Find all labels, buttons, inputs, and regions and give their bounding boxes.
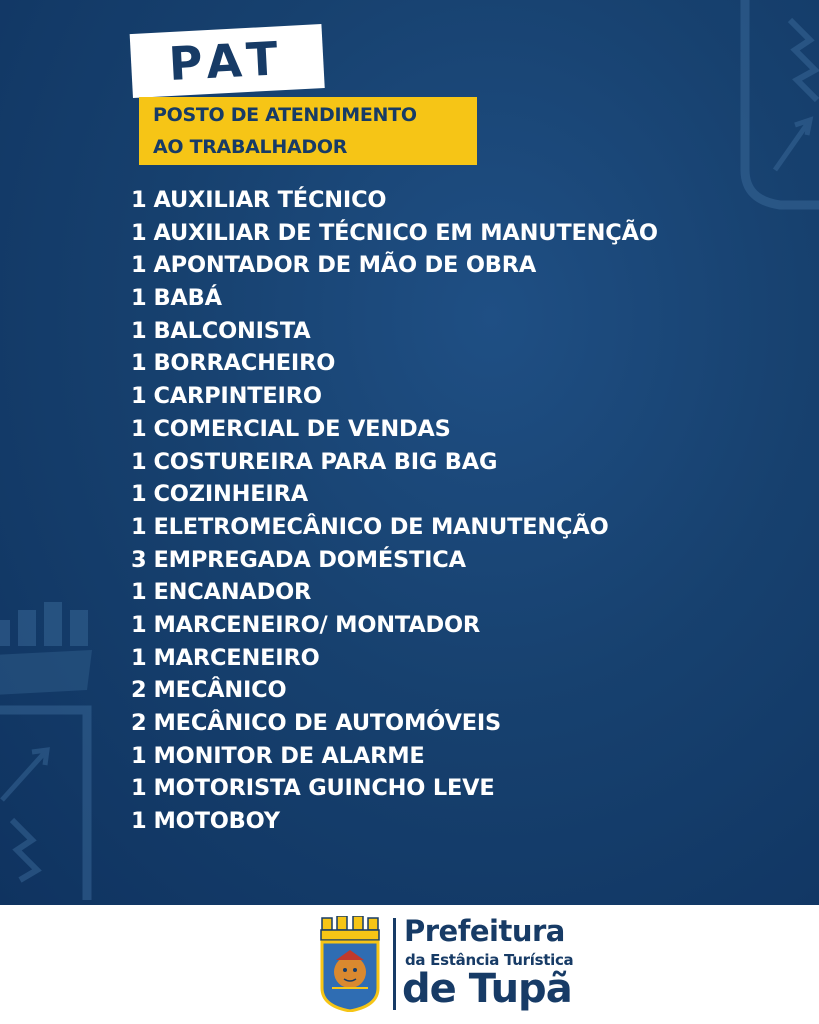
job-item [131, 772, 658, 805]
job-quantity: 1 [131, 775, 147, 802]
footer-divider [393, 918, 396, 1010]
job-item [131, 347, 658, 380]
job-title: EMPREGADA DOMÉSTICA [153, 546, 466, 573]
job-title: ELETROMECÂNICO DE MANUTENÇÃO [153, 513, 609, 540]
job-quantity: 1 [131, 415, 147, 442]
job-quantity: 2 [131, 710, 147, 736]
subtitle-line-2: AO TRABALHADOR [153, 136, 348, 158]
crest-watermark-right-icon [735, 0, 819, 215]
brand-line-prefeitura: Prefeitura [404, 914, 565, 948]
subtitle-line-1: POSTO DE ATENDIMENTO [153, 104, 417, 126]
job-item [131, 249, 658, 282]
job-item [131, 511, 658, 544]
job-quantity: 1 [131, 611, 147, 638]
job-quantity: 3 [131, 546, 147, 573]
job-title: CARPINTEIRO [153, 383, 322, 410]
pat-badge [130, 24, 325, 98]
job-item [131, 740, 658, 773]
job-title: AUXILIAR DE TÉCNICO EM MANUTENÇÃO [153, 219, 658, 246]
job-item [131, 576, 658, 609]
job-title: AUXILIAR TÉCNICO [153, 187, 387, 213]
job-item [131, 674, 658, 707]
job-quantity: 2 [131, 677, 147, 704]
job-item [131, 446, 658, 479]
job-title: BORRACHEIRO [153, 350, 336, 377]
job-quantity: 1 [131, 481, 147, 508]
job-title: APONTADOR DE MÃO DE OBRA [153, 252, 537, 279]
job-quantity: 1 [131, 513, 147, 540]
job-item [131, 642, 658, 675]
job-item [131, 544, 658, 577]
job-item [131, 282, 658, 315]
job-title: MONITOR DE ALARME [153, 742, 425, 769]
job-quantity: 1 [131, 579, 147, 606]
job-quantity: 1 [131, 219, 147, 246]
pat-title: PAT [167, 30, 287, 92]
job-title: COZINHEIRA [153, 481, 308, 508]
crest-watermark-left-icon [0, 600, 102, 905]
job-title: MARCENEIRO/ MONTADOR [153, 611, 481, 638]
job-item [131, 609, 658, 642]
job-quantity: 1 [131, 644, 147, 671]
job-quantity: 1 [131, 383, 147, 410]
job-quantity: 1 [131, 317, 147, 344]
job-item [131, 380, 658, 413]
job-item [131, 413, 658, 446]
job-quantity: 1 [131, 350, 147, 377]
job-item [131, 478, 658, 511]
job-title: COMERCIAL DE VENDAS [153, 415, 451, 442]
job-quantity: 1 [131, 808, 147, 835]
brand-line-tupa: de Tupã [402, 966, 572, 1012]
job-item [131, 184, 658, 217]
job-item [131, 707, 658, 740]
job-title: BABÁ [153, 285, 222, 312]
job-title: COSTUREIRA PARA BIG BAG [153, 448, 498, 475]
job-item [131, 315, 658, 348]
job-quantity: 1 [131, 252, 147, 279]
job-title: BALCONISTA [153, 317, 311, 344]
job-title: MARCENEIRO [153, 644, 320, 671]
job-quantity: 1 [131, 742, 147, 769]
job-list [131, 184, 658, 838]
job-quantity: 1 [131, 448, 147, 475]
subtitle-banner [139, 97, 477, 165]
job-title: MECÂNICO [153, 677, 287, 704]
municipal-crest-icon [318, 916, 382, 1012]
job-item [131, 217, 658, 250]
brand-line-estancia: da Estância Turística [405, 951, 574, 969]
job-title: ENCANADOR [153, 579, 312, 606]
job-title: MECÂNICO DE AUTOMÓVEIS [153, 710, 502, 736]
job-quantity: 1 [131, 285, 147, 312]
job-title: MOTOBOY [153, 808, 280, 835]
job-item [131, 805, 658, 838]
job-quantity: 1 [131, 187, 147, 213]
job-title: MOTORISTA GUINCHO LEVE [153, 775, 495, 802]
